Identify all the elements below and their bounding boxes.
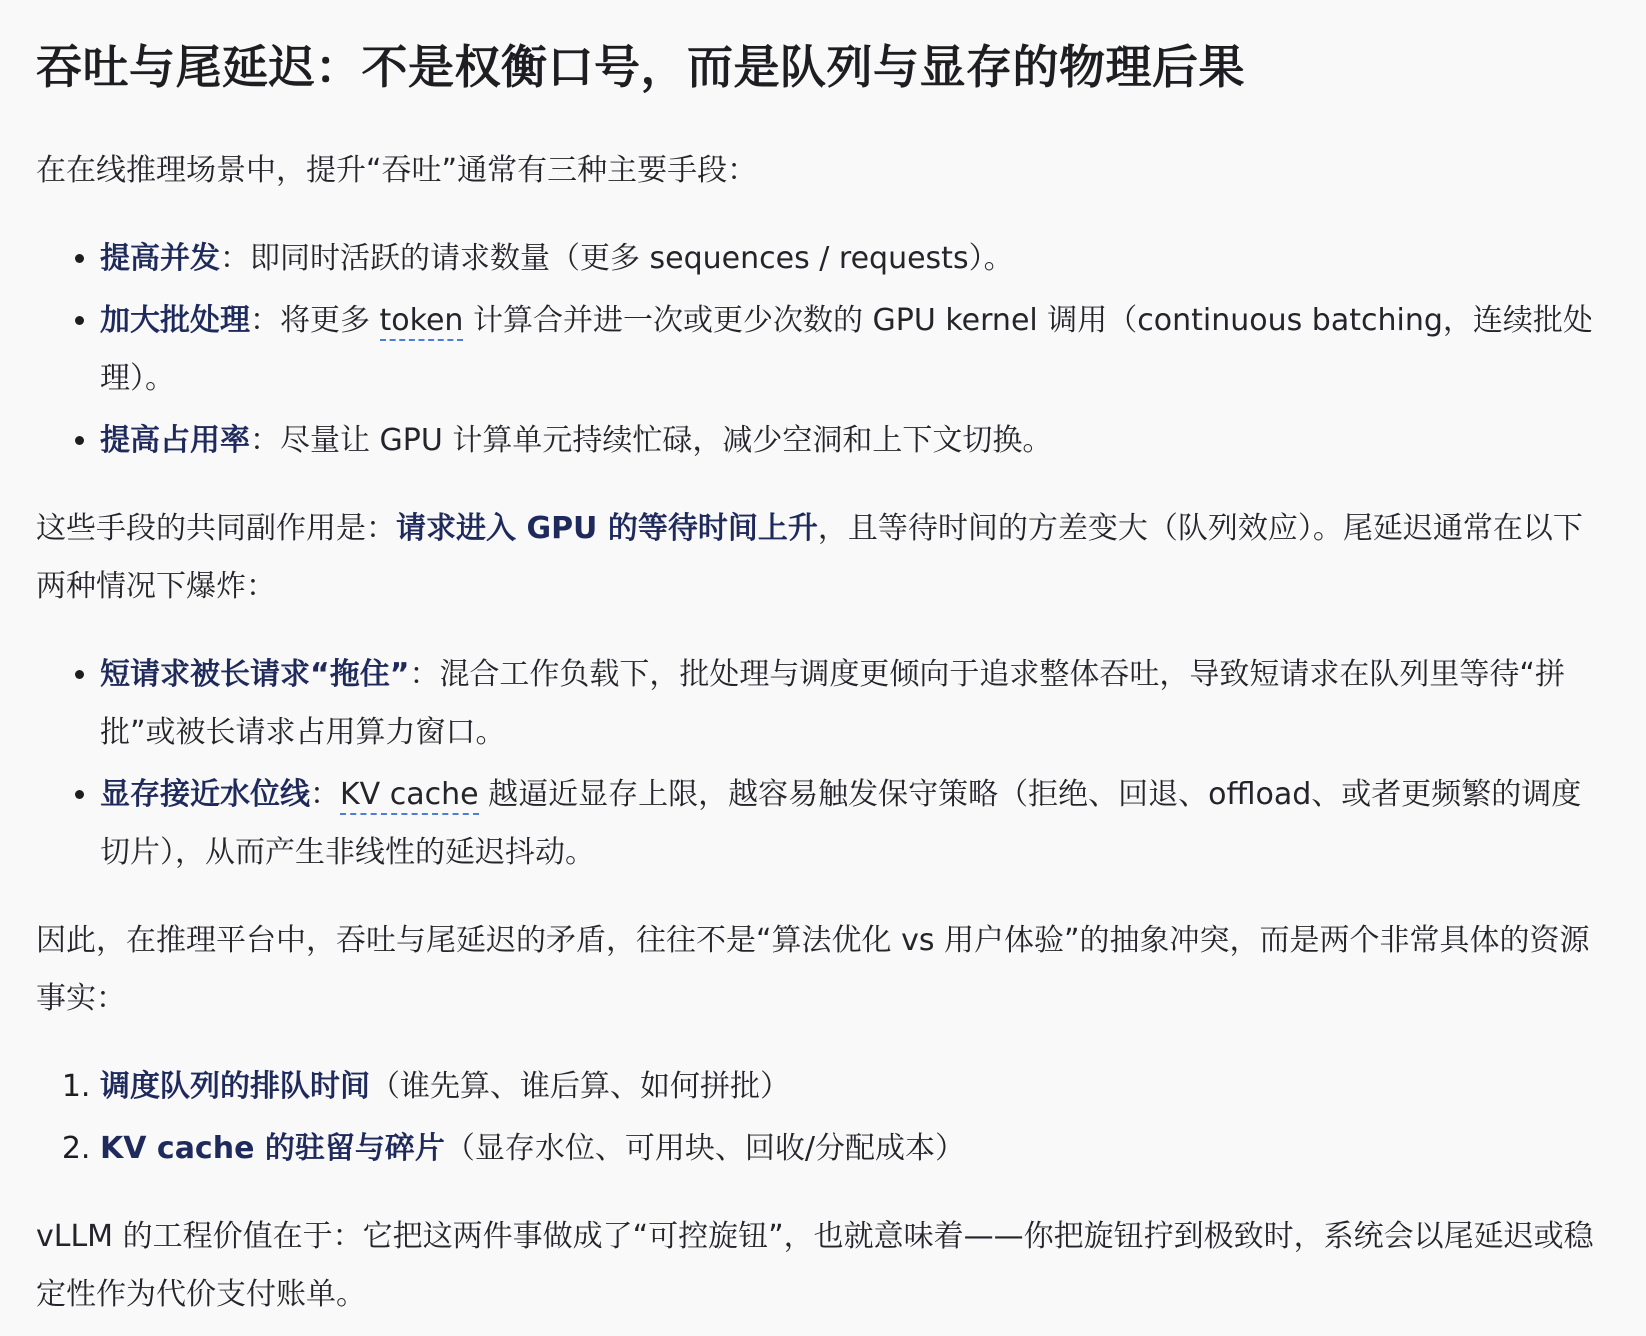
item-text: 即同时活跃的请求数量（更多 sequences / requests）。 [250, 241, 1014, 276]
term-concurrency: 提高并发 [100, 241, 220, 276]
throughput-means-list [36, 230, 1610, 470]
list-item [100, 292, 1610, 408]
item-text: （显存水位、可用块、回收/分配成本） [444, 1131, 965, 1166]
term-occupancy: 提高占用率 [100, 423, 250, 458]
term-batching: 加大批处理 [100, 303, 250, 338]
section-heading: 吞吐与尾延迟：不是权衡口号，而是队列与显存的物理后果 [36, 40, 1245, 94]
separator: ： [220, 241, 250, 276]
list-item [100, 646, 1610, 762]
resource-facts-list [36, 1058, 1610, 1178]
side-effect-post: ，且等待时间的方差变大（队列效应）。尾延迟通常在以下两种情况下爆炸： [36, 511, 1583, 604]
intro-paragraph: 在在线推理场景中，提升“吞吐”通常有三种主要手段： [36, 153, 758, 188]
item-text: 混合工作负载下，批处理与调度更倾向于追求整体吞吐，导致短请求在队列里等待“拼批”或被长请求占用算力窗口。 [100, 657, 1565, 750]
explosion-cases-list [36, 646, 1610, 882]
term-memory-watermark: 显存接近水位线 [100, 777, 310, 812]
separator: ： [409, 657, 440, 692]
term-short-blocked: 短请求被长请求“拖住” [100, 657, 410, 692]
separator: ： [250, 423, 280, 458]
conclusion-paragraph: 因此，在推理平台中，吞吐与尾延迟的矛盾，往往不是“算法优化 vs 用户体验”的抽象冲突，而是两个非常具体的资源事实： [36, 923, 1590, 1016]
side-effect-pre: 这些手段的共同副作用是： [36, 511, 396, 546]
list-item [100, 230, 1610, 288]
item-text-post: 计算合并进一次或更少次数的 GPU kernel 调用（continuous batching，连续批处理）。 [100, 303, 1593, 396]
list-item [100, 766, 1610, 882]
item-text: 尽量让 GPU 计算单元持续忙碌，减少空洞和上下文切换。 [280, 423, 1053, 458]
term-kv-cache: KV cache 的驻留与碎片 [100, 1131, 445, 1166]
side-effect-emphasis: 请求进入 GPU 的等待时间上升 [396, 511, 818, 546]
side-effect-paragraph [36, 500, 1610, 616]
list-item [100, 1058, 1610, 1116]
item-text-pre: 将更多 [280, 303, 380, 338]
item-text-post: 越逼近显存上限，越容易触发保守策略（拒绝、回退、offload、或者更频繁的调度切片），从而产生非线性的延迟抖动。 [100, 777, 1582, 870]
term-queue-time: 调度队列的排队时间 [100, 1069, 370, 1104]
list-item [100, 1120, 1610, 1178]
list-item [100, 412, 1610, 470]
token-glossary-link[interactable]: token [380, 303, 464, 341]
vllm-value-paragraph: vLLM 的工程价值在于：它把这两件事做成了“可控旋钮”，也就意味着——你把旋钮拧到极致时，系统会以尾延迟或稳定性作为代价支付账单。 [36, 1219, 1594, 1312]
separator: ： [310, 777, 340, 812]
item-text: （谁先算、谁后算、如何拼批） [370, 1069, 790, 1104]
separator: ： [250, 303, 280, 338]
kv-cache-glossary-link[interactable]: KV cache [340, 777, 479, 815]
